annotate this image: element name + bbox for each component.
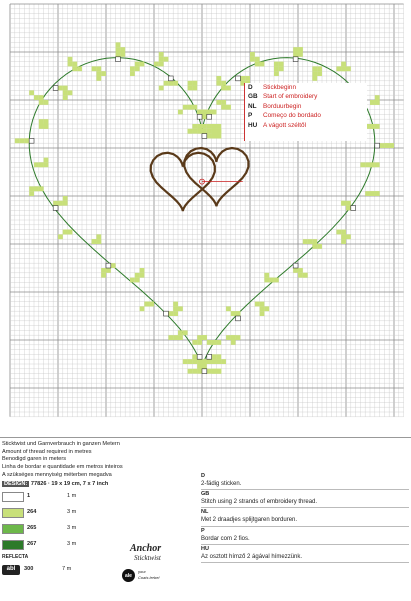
leaf-stitch: [212, 340, 217, 345]
leaf-stitch: [202, 124, 207, 129]
leaf-stitch: [221, 359, 226, 364]
leaf-stitch: [202, 129, 207, 134]
leaf-stitch: [188, 81, 193, 86]
leaf-stitch: [221, 100, 226, 105]
leaf-stitch: [92, 239, 97, 244]
leaf-stitch: [274, 71, 279, 76]
white-stitch: [202, 134, 207, 139]
instruction-text: Az osztott hímző 2 ágával hímezzünk.: [201, 553, 409, 563]
thread-row: [2, 538, 197, 552]
leaf-stitch: [34, 162, 39, 167]
leaf-stitch: [72, 66, 77, 71]
leaf-stitch: [202, 110, 207, 115]
white-stitch: [236, 316, 241, 321]
leaf-stitch: [164, 57, 169, 62]
leaf-stitch: [216, 354, 221, 359]
white-stitch: [207, 354, 212, 359]
leaf-stitch: [192, 129, 197, 134]
leaf-stitch: [298, 268, 303, 273]
instruction-text: Bordar com 2 fios.: [201, 535, 409, 545]
leaf-stitch: [207, 124, 212, 129]
design-line: [2, 481, 197, 489]
leaf-stitch: [39, 186, 44, 191]
leaf-stitch: [260, 311, 265, 316]
leaf-stitch: [58, 201, 63, 206]
leaf-stitch: [29, 191, 34, 196]
leaf-stitch: [192, 124, 197, 129]
white-stitch: [53, 206, 58, 211]
instruction-code: HU: [201, 545, 209, 552]
leaf-stitch: [303, 239, 308, 244]
legend-row: P Começo do bordado: [248, 112, 321, 120]
reflecta-label: REFLECTA: [2, 554, 29, 561]
leaf-stitch: [149, 302, 154, 307]
leaf-stitch: [92, 66, 97, 71]
amount-line: Benodigd garen in meters: [2, 456, 67, 463]
leaf-stitch: [375, 191, 380, 196]
leaf-stitch: [101, 71, 106, 76]
leaf-stitch: [44, 158, 49, 163]
leaf-stitch: [192, 81, 197, 86]
leaf-stitch: [202, 364, 207, 369]
amount-line: Sticktwist und Garnverbrauch in ganzen Metern: [2, 441, 120, 447]
design-label: DESIGN:: [4, 480, 28, 487]
thread-swatch: [2, 524, 24, 534]
leaf-stitch: [44, 100, 49, 105]
leaf-stitch: [216, 340, 221, 345]
leaf-stitch: [236, 311, 241, 316]
leaf-stitch: [298, 52, 303, 57]
leaf-stitch: [173, 306, 178, 311]
leaf-stitch: [197, 364, 202, 369]
white-stitch: [236, 76, 241, 81]
ale-subtitle: Coats lerbel: [138, 575, 160, 580]
start-legend: [244, 83, 367, 141]
leaf-stitch: [178, 306, 183, 311]
stitch-instructions: [201, 472, 409, 563]
leaf-stitch: [212, 134, 217, 139]
leaf-stitch: [63, 201, 68, 206]
leaf-stitch: [216, 129, 221, 134]
leaf-stitch: [317, 71, 322, 76]
white-stitch: [202, 369, 207, 374]
leaf-stitch: [255, 57, 260, 62]
leaf-stitch: [130, 66, 135, 71]
leaf-stitch: [188, 105, 193, 110]
leaf-stitch: [96, 66, 101, 71]
white-stitch: [197, 354, 202, 359]
legend-row: HU A vágott széltől: [248, 121, 306, 129]
leaf-stitch: [226, 86, 231, 91]
leaf-stitch: [178, 110, 183, 115]
leaf-stitch: [346, 234, 351, 239]
leaf-stitch: [269, 278, 274, 283]
leaf-stitch: [231, 340, 236, 345]
leaf-stitch: [15, 138, 20, 143]
thread-row: [2, 565, 197, 575]
leaf-stitch: [77, 66, 82, 71]
legend-row: NL Borduurbegin: [248, 102, 302, 110]
leaf-stitch: [212, 359, 217, 364]
leaf-stitch: [135, 66, 140, 71]
leaf-stitch: [58, 234, 63, 239]
leaf-stitch: [226, 105, 231, 110]
leaf-stitch: [298, 273, 303, 278]
thread-list: [2, 490, 197, 575]
leaf-stitch: [216, 359, 221, 364]
leaf-stitch: [279, 62, 284, 67]
leaf-stitch: [216, 100, 221, 105]
thread-info-panel: [0, 437, 411, 601]
leaf-stitch: [39, 100, 44, 105]
design-value: 77826 · 19 x 19 cm, 7 x 7 inch: [30, 480, 109, 487]
amount-line: A szükséges mennyiség méterben megadva: [2, 471, 112, 478]
leaf-stitch: [202, 114, 207, 119]
leaf-stitch: [365, 191, 370, 196]
leaf-stitch: [188, 86, 193, 91]
leaf-stitch: [216, 81, 221, 86]
leaf-stitch: [111, 263, 116, 268]
leaf-stitch: [135, 273, 140, 278]
leaf-stitch: [226, 335, 231, 340]
leaf-stitch: [44, 162, 49, 167]
thread-row: [2, 506, 197, 520]
white-stitch: [53, 86, 58, 91]
leaf-stitch: [58, 86, 63, 91]
amount-line: Amount of thread required in metres: [2, 448, 92, 455]
leaf-stitch: [341, 62, 346, 67]
leaf-stitch: [154, 62, 159, 67]
thread-swatch: [2, 492, 24, 502]
leaf-stitch: [68, 62, 73, 67]
leaf-stitch: [68, 57, 73, 62]
leaf-stitch: [116, 47, 121, 52]
leaf-stitch: [188, 129, 193, 134]
leaf-stitch: [159, 86, 164, 91]
white-stitch: [116, 57, 121, 62]
leaf-stitch: [207, 340, 212, 345]
leaf-stitch: [96, 71, 101, 76]
leaf-stitch: [29, 90, 34, 95]
leaf-stitch: [207, 359, 212, 364]
leaf-stitch: [140, 268, 145, 273]
leaf-stitch: [312, 66, 317, 71]
leaf-stitch: [260, 306, 265, 311]
leaf-stitch: [312, 76, 317, 81]
instruction-text: 2-fädig sticken.: [201, 480, 409, 490]
leaf-stitch: [245, 76, 250, 81]
leaf-stitch: [173, 302, 178, 307]
leaf-stitch: [260, 62, 265, 67]
white-stitch: [168, 76, 173, 81]
leaf-stitch: [63, 196, 68, 201]
thread-code: 264: [27, 509, 37, 516]
thread-code: 1: [27, 493, 31, 500]
leaf-stitch: [20, 138, 25, 143]
leaf-stitch: [192, 369, 197, 374]
leaf-stitch: [159, 62, 164, 67]
leaf-stitch: [130, 278, 135, 283]
white-stitch: [375, 143, 380, 148]
leaf-stitch: [341, 234, 346, 239]
leaf-stitch: [44, 119, 49, 124]
leaf-stitch: [168, 81, 173, 86]
leaf-stitch: [375, 100, 380, 105]
leaf-stitch: [264, 306, 269, 311]
leaf-stitch: [29, 186, 34, 191]
legend-row: GB Start of embroidery: [248, 93, 318, 101]
leaf-stitch: [341, 66, 346, 71]
leaf-stitch: [255, 302, 260, 307]
leaf-stitch: [264, 273, 269, 278]
leaf-stitch: [384, 143, 389, 148]
leaf-stitch: [39, 124, 44, 129]
leaf-stitch: [212, 369, 217, 374]
instruction-code: P: [201, 527, 205, 534]
thread-amounts: [2, 441, 197, 575]
thread-code: 300: [24, 566, 34, 573]
leaf-stitch: [101, 268, 106, 273]
leaf-stitch: [39, 162, 44, 167]
leaf-stitch: [68, 90, 73, 95]
leaf-stitch: [72, 62, 77, 67]
ale-subtitle: your: [138, 569, 146, 574]
leaf-stitch: [303, 273, 308, 278]
leaf-stitch: [116, 42, 121, 47]
leaf-stitch: [317, 66, 322, 71]
leaf-stitch: [135, 278, 140, 283]
leaf-stitch: [221, 81, 226, 86]
white-stitch: [197, 114, 202, 119]
thread-qty: 3 m: [67, 509, 77, 516]
leaf-stitch: [120, 52, 125, 57]
thread-row: [2, 490, 197, 504]
leaf-stitch: [144, 302, 149, 307]
leaf-stitch: [24, 138, 29, 143]
leaf-stitch: [53, 201, 58, 206]
leaf-stitch: [216, 369, 221, 374]
anchor-subtitle: Sticktwist: [134, 554, 161, 562]
instruction-code: GB: [201, 491, 210, 498]
leaf-stitch: [63, 230, 68, 235]
leaf-stitch: [192, 340, 197, 345]
white-stitch: [351, 206, 356, 211]
leaf-stitch: [173, 335, 178, 340]
white-stitch: [293, 263, 298, 268]
leaf-stitch: [183, 105, 188, 110]
leaf-stitch: [231, 335, 236, 340]
leaf-stitch: [173, 311, 178, 316]
leaf-stitch: [212, 110, 217, 115]
leaf-stitch: [216, 76, 221, 81]
leaf-stitch: [221, 86, 226, 91]
leaf-stitch: [135, 62, 140, 67]
leaf-stitch: [34, 186, 39, 191]
leaf-stitch: [279, 66, 284, 71]
leaf-stitch: [96, 234, 101, 239]
thread-swatch: [2, 508, 24, 518]
leaf-stitch: [375, 162, 380, 167]
leaf-stitch: [274, 278, 279, 283]
reflecta-logo: abl: [2, 565, 20, 575]
leaf-stitch: [96, 239, 101, 244]
leaf-stitch: [212, 129, 217, 134]
leaf-stitch: [370, 162, 375, 167]
leaf-stitch: [197, 335, 202, 340]
leaf-stitch: [116, 52, 121, 57]
leaf-stitch: [197, 369, 202, 374]
leaf-stitch: [207, 369, 212, 374]
leaf-stitch: [221, 105, 226, 110]
leaf-stitch: [346, 66, 351, 71]
leaf-stitch: [216, 134, 221, 139]
leaf-stitch: [293, 268, 298, 273]
leaf-stitch: [370, 191, 375, 196]
leaf-stitch: [168, 335, 173, 340]
leaf-stitch: [274, 62, 279, 67]
leaf-stitch: [96, 76, 101, 81]
white-stitch: [29, 138, 34, 143]
leaf-stitch: [192, 359, 197, 364]
leaf-stitch: [106, 268, 111, 273]
leaf-stitch: [63, 90, 68, 95]
leaf-stitch: [202, 335, 207, 340]
leaf-stitch: [370, 124, 375, 129]
white-stitch: [164, 311, 169, 316]
leaf-stitch: [188, 369, 193, 374]
leaf-stitch: [341, 230, 346, 235]
leaf-stitch: [183, 359, 188, 364]
thread-qty: 3 m: [67, 541, 77, 548]
leaf-stitch: [312, 239, 317, 244]
leaf-stitch: [341, 239, 346, 244]
instruction-code: NL: [201, 509, 209, 516]
leaf-stitch: [39, 95, 44, 100]
leaf-stitch: [68, 230, 73, 235]
leaf-stitch: [336, 66, 341, 71]
leaf-stitch: [264, 278, 269, 283]
leaf-stitch: [226, 306, 231, 311]
leaf-stitch: [365, 162, 370, 167]
leaf-stitch: [188, 359, 193, 364]
leaf-stitch: [34, 95, 39, 100]
leaf-stitch: [312, 244, 317, 249]
leaf-stitch: [375, 124, 380, 129]
leaf-stitch: [63, 95, 68, 100]
leaf-stitch: [164, 81, 169, 86]
instruction-text: Stitch using 2 strands of embroidery thread.: [201, 498, 409, 508]
leaf-stitch: [197, 110, 202, 115]
leaf-stitch: [298, 47, 303, 52]
leaf-stitch: [308, 239, 313, 244]
leaf-stitch: [173, 81, 178, 86]
leaf-stitch: [360, 162, 365, 167]
thread-qty: 7 m: [62, 566, 72, 573]
leaf-stitch: [197, 129, 202, 134]
leaf-stitch: [178, 330, 183, 335]
thread-swatch: [2, 540, 24, 550]
leaf-stitch: [274, 66, 279, 71]
leaf-stitch: [293, 47, 298, 52]
leaf-stitch: [341, 201, 346, 206]
ale-badge: ale: [122, 569, 135, 582]
leaf-stitch: [202, 359, 207, 364]
instruction-text: Met 2 draadjes splijtgaren borduren.: [201, 516, 409, 526]
thread-row: [2, 522, 197, 536]
legend-row: D Stickbeginn: [248, 84, 297, 91]
leaf-stitch: [212, 124, 217, 129]
leaf-stitch: [140, 62, 145, 67]
leaf-stitch: [317, 244, 322, 249]
leaf-stitch: [140, 306, 145, 311]
leaf-stitch: [336, 230, 341, 235]
leaf-stitch: [130, 71, 135, 76]
leaf-stitch: [312, 71, 317, 76]
leaf-stitch: [260, 302, 265, 307]
leaf-stitch: [192, 354, 197, 359]
leaf-stitch: [346, 201, 351, 206]
leaf-stitch: [370, 100, 375, 105]
thread-code: 267: [27, 541, 37, 548]
thread-qty: 1 m: [67, 493, 77, 500]
leaf-stitch: [159, 57, 164, 62]
leaf-stitch: [216, 124, 221, 129]
white-stitch: [293, 57, 298, 62]
leaf-stitch: [159, 52, 164, 57]
leaf-stitch: [375, 95, 380, 100]
leaf-stitch: [293, 52, 298, 57]
leaf-stitch: [207, 134, 212, 139]
leaf-stitch: [212, 354, 217, 359]
leaf-stitch: [120, 47, 125, 52]
leaf-stitch: [240, 76, 245, 81]
leaf-stitch: [250, 57, 255, 62]
leaf-stitch: [207, 129, 212, 134]
leaf-stitch: [231, 311, 236, 316]
leaf-stitch: [192, 105, 197, 110]
leaf-stitch: [197, 124, 202, 129]
leaf-stitch: [192, 86, 197, 91]
leaf-stitch: [346, 206, 351, 211]
thread-code: 265: [27, 525, 37, 532]
thread-qty: 3 m: [67, 525, 77, 532]
leaf-stitch: [236, 335, 241, 340]
leaf-stitch: [197, 340, 202, 345]
leaf-stitch: [380, 143, 385, 148]
leaf-stitch: [168, 311, 173, 316]
leaf-stitch: [250, 52, 255, 57]
leaf-stitch: [183, 330, 188, 335]
leaf-stitch: [207, 110, 212, 115]
instruction-code: D: [201, 473, 205, 479]
leaf-stitch: [178, 335, 183, 340]
amount-line: Linha de bordar e quantidade em metros inteiros: [2, 464, 123, 471]
anchor-logo: Anchor: [130, 543, 162, 554]
leaf-stitch: [39, 119, 44, 124]
leaf-stitch: [197, 359, 202, 364]
white-stitch: [207, 114, 212, 119]
leaf-stitch: [44, 124, 49, 129]
leaf-stitch: [63, 86, 68, 91]
leaf-stitch: [255, 62, 260, 67]
leaf-stitch: [140, 273, 145, 278]
leaf-stitch: [101, 273, 106, 278]
leaf-stitch: [389, 143, 394, 148]
white-stitch: [106, 263, 111, 268]
